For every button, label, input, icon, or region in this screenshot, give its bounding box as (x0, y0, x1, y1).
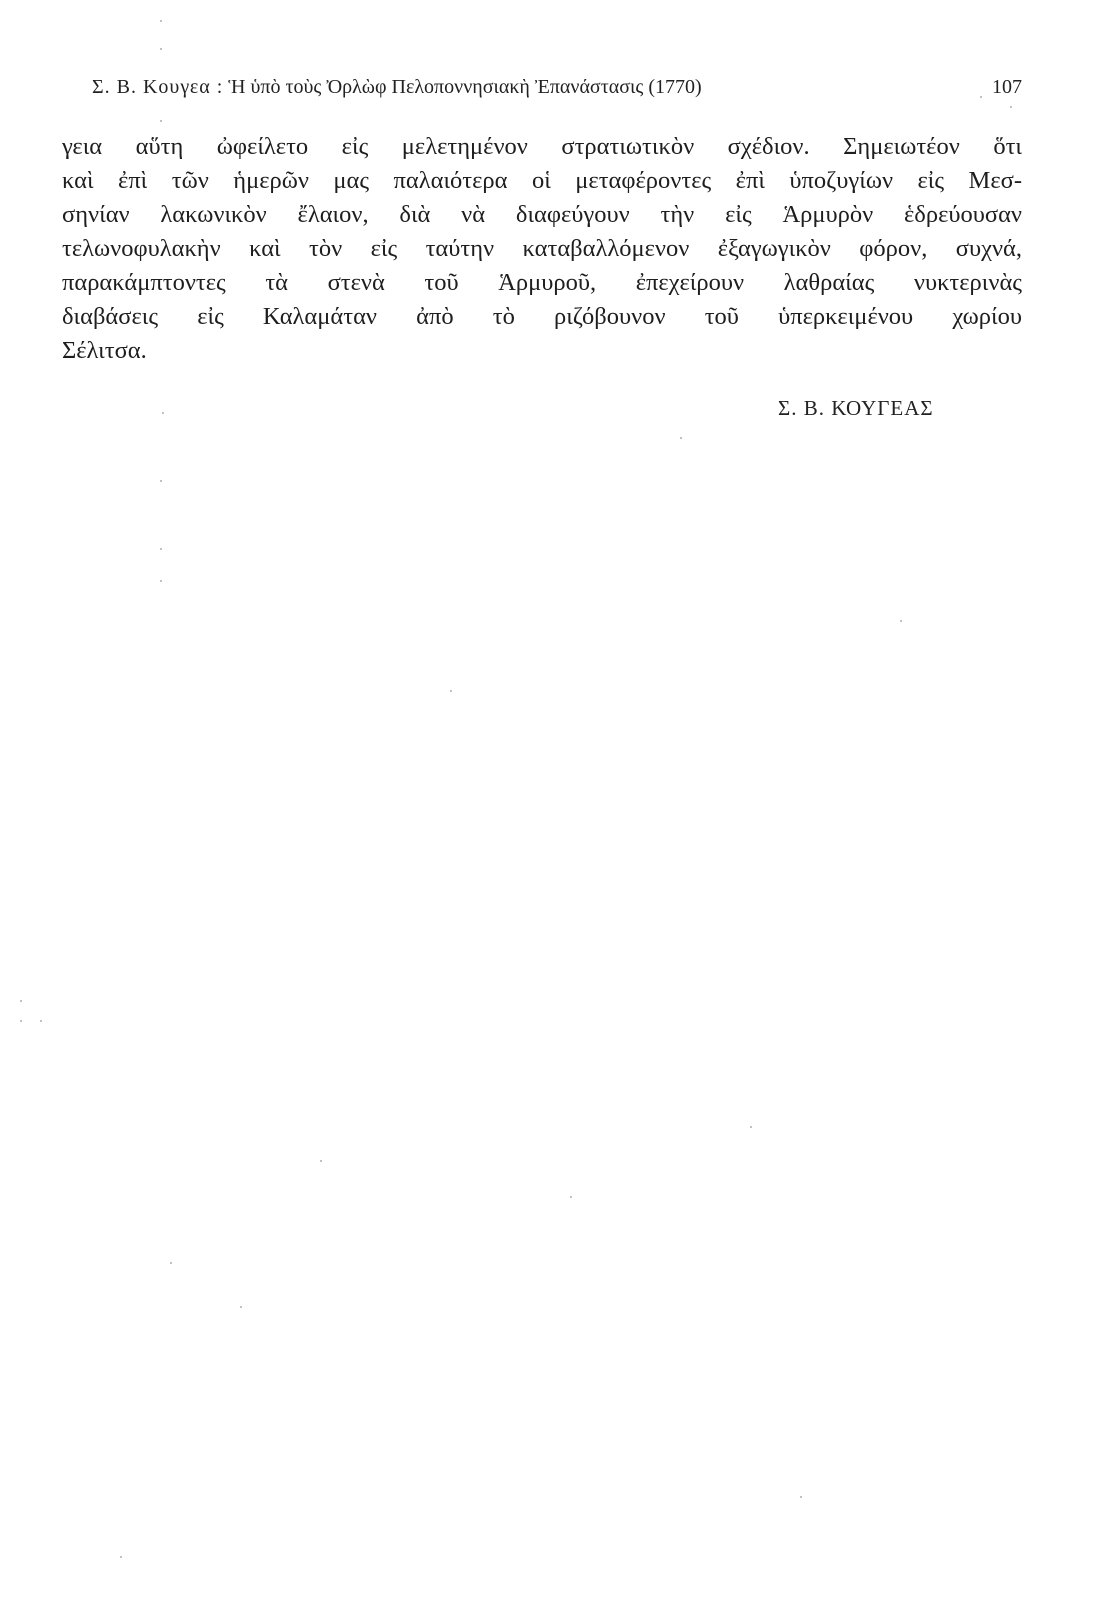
scan-speck (450, 690, 452, 692)
scan-speck (1010, 106, 1012, 108)
scan-speck (160, 20, 162, 22)
scan-speck (120, 1556, 122, 1558)
scan-speck (20, 1020, 22, 1022)
scan-speck (680, 437, 682, 439)
scan-speck (750, 1126, 752, 1128)
header-author: Σ. Β. Κουγεα (92, 76, 211, 98)
scan-speck (240, 1306, 242, 1308)
scan-speck (160, 120, 162, 122)
header-left (92, 76, 702, 99)
text-line: σηνίαν λακωνικὸν ἔλαιον, διὰ νὰ διαφεύγουν τὴν εἰς Ἁρμυρὸν ἑδρεύουσαν (62, 201, 1022, 228)
scan-speck (320, 1160, 322, 1162)
text-line: καὶ ἐπὶ τῶν ἡμερῶν μας παλαιότερα οἱ μεταφέροντες ἐπὶ ὑποζυγίων εἰς Μεσ- (62, 167, 1022, 194)
running-header (92, 76, 1022, 99)
body-paragraph (62, 130, 1022, 368)
scan-speck (160, 548, 162, 550)
scan-speck (160, 480, 162, 482)
text-line: παρακάμπτοντες τὰ στενὰ τοῦ Ἁρμυροῦ, ἐπεχείρουν λαθραίας νυκτερινὰς (62, 269, 1022, 296)
text-line: γεια αὕτη ὠφείλετο εἰς μελετημένον στρατιωτικὸν σχέδιον. Σημειωτέον ὅτι (62, 133, 1022, 160)
scan-speck (570, 1196, 572, 1198)
scan-speck (900, 620, 902, 622)
header-title: Ἡ ὑπὸ τοὺς Ὀρλὼφ Πελοποννησιακὴ Ἐπανάστασις (1770) (228, 76, 702, 98)
text-line: Σέλιτσα. (62, 337, 147, 364)
header-separator: : (216, 76, 223, 98)
scan-speck (800, 1496, 802, 1498)
scan-speck (170, 1262, 172, 1264)
text-line: τελωνοφυλακὴν καὶ τὸν εἰς ταύτην καταβαλλόμενον ἐξαγωγικὸν φόρον, συχνά, (62, 235, 1022, 262)
page-number: 107 (992, 76, 1022, 98)
author-signature: Σ. Β. ΚΟΥΓΕΑΣ (778, 396, 934, 420)
scan-speck (20, 1000, 22, 1002)
scan-speck (40, 1020, 42, 1022)
scan-speck (162, 412, 164, 414)
text-line: διαβάσεις εἰς Καλαμάταν ἀπὸ τὸ ριζόβουνον τοῦ ὑπερκειμένου χωρίου (62, 303, 1022, 330)
scan-speck (160, 48, 162, 50)
scan-speck (160, 580, 162, 582)
